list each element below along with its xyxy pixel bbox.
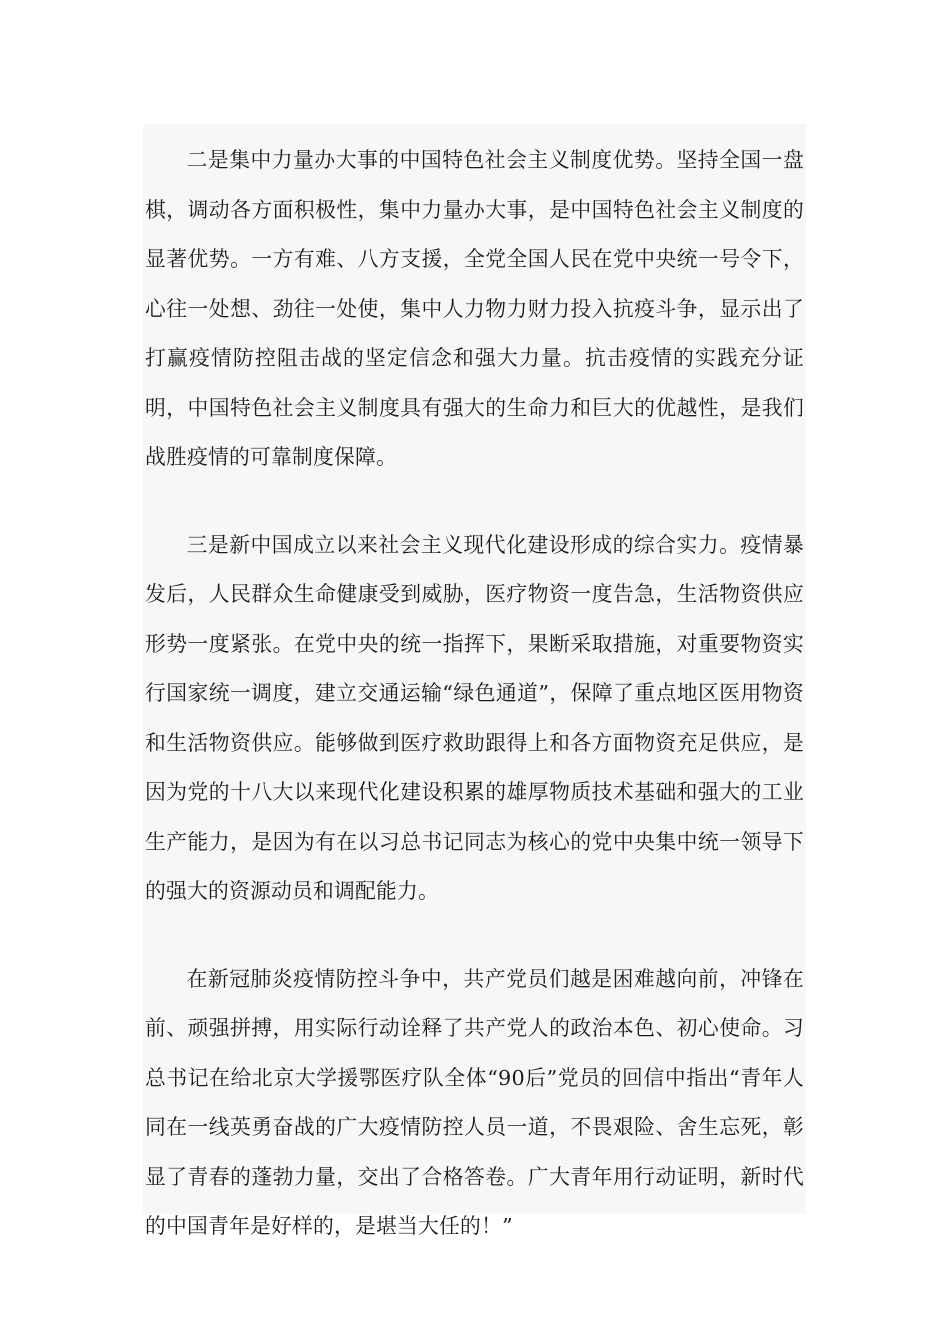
- document-text-block: [143, 124, 806, 1238]
- paragraph-comprehensive-strength: 三是新中国成立以来社会主义现代化建设形成的综合实力。疫情暴发后，人民群众生命健康受到威胁，医疗物资一度告急，生活物资供应形势一度紧张。在党中央的统一指挥下，果断采取措施，对重要物资实行国家统一调度，建立交通运输“绿色通道”，保障了重点地区医用物资和生活物资供应。能够做到医疗救助跟得上和各方面物资充足供应，是因为党的十八大以来现代化建设积累的雄厚物质技术基础和强大的工业生产能力，是因为有在以习总书记同志为核心的党中央集中统一领导下的强大的资源动员和调配能力。: [145, 532, 804, 903]
- paragraph-institutional-advantage: 二是集中力量办大事的中国特色社会主义制度优势。坚持全国一盘棋，调动各方面积极性，集中力量办大事，是中国特色社会主义制度的显著优势。一方有难、八方支援，全党全国人民在党中央统一号令下，心往一处想、劲往一处使，集中人力物力财力投入抗疫斗争，显示出了打赢疫情防控阻击战的坚定信念和强大力量。抗击疫情的实践充分证明，中国特色社会主义制度具有强大的生命力和巨大的优越性，是我们战胜疫情的可靠制度保障。: [145, 148, 804, 469]
- paragraph-party-members: 在新冠肺炎疫情防控斗争中，共产党员们越是困难越向前，冲锋在前、顽强拼搏，用实际行动诠释了共产党人的政治本色、初心使命。习总书记在给北京大学援鄂医疗队全体“90后”党员的回信中指出“青年人同在一线英勇奋战的广大疫情防控人员一道，不畏艰险、舍生忘死，彰显了青春的蓬勃力量，交出了合格答卷。广大青年用行动证明，新时代的中国青年是好样的，是堪当大任的！”: [145, 966, 804, 1238]
